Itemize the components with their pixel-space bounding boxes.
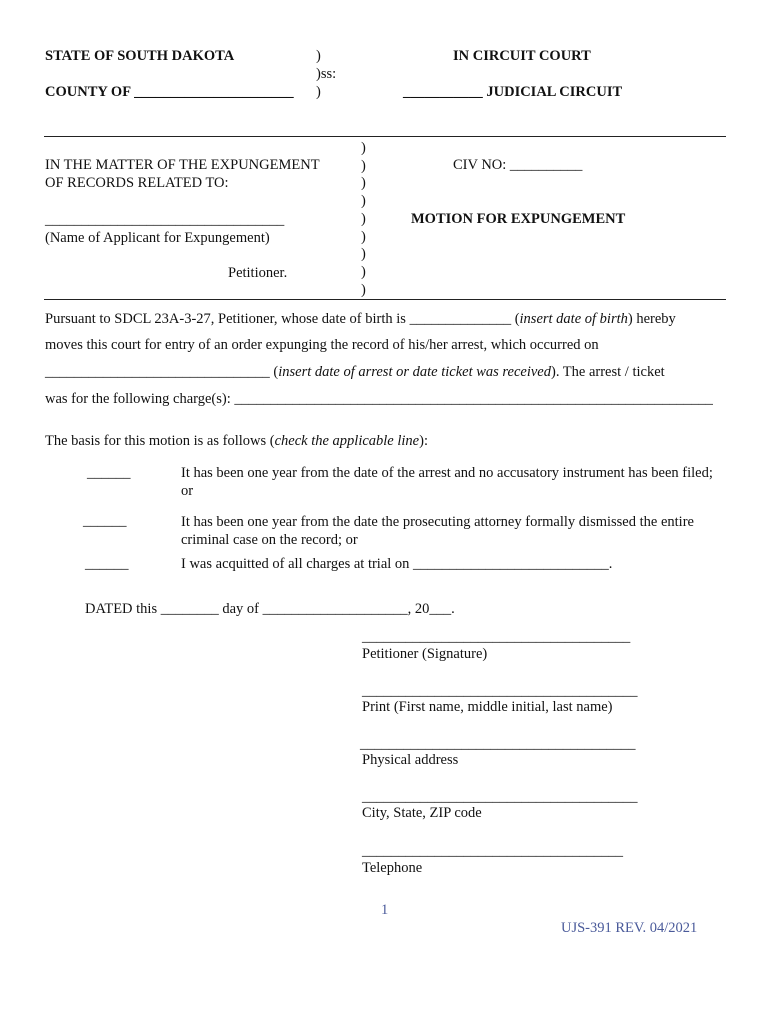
signature-line[interactable]: _____________________________________ [362,629,631,645]
page-number: 1 [381,902,389,918]
option-2-text: It has been one year from the date the prosecuting attorney formally dismissed the entire criminal case on the record; or [181,514,694,548]
caption-top-rule [44,136,726,137]
option-1-text: It has been one year from the date of the arrest and no accusatory instrument has been filed; or [181,465,713,499]
applicant-name-blank[interactable]: _________________________________ [45,212,285,228]
caption-paren: ) [361,210,366,227]
judicial-circuit-heading: ___________ JUDICIAL CIRCUIT [403,84,623,100]
caption-paren: ) [361,246,366,263]
document-title: MOTION FOR EXPUNGEMENT [411,211,626,227]
state-heading: STATE OF SOUTH DAKOTA [45,48,235,64]
header-paren-top: ) [316,48,321,64]
county-heading: COUNTY OF ______________________ [45,84,294,100]
petitioner-label: Petitioner. [228,265,288,281]
caption-paren: ) [361,193,366,210]
caption-paren: ) [361,140,366,156]
caption-paren: ) [361,281,366,298]
telephone-line[interactable]: ____________________________________ [362,843,623,859]
dated-line[interactable]: DATED this ________ day of ____________________, 20___. [85,601,455,617]
basis-text: The basis for this motion is as follows ( [45,433,275,449]
caption-paren: ) [361,263,366,280]
body-line-1 [45,311,676,328]
charges-line[interactable]: was for the following charge(s): __________________________________________________________________ [45,391,713,407]
civ-number[interactable]: CIV NO: __________ [453,157,583,173]
caption-paren: ) [361,228,366,245]
telephone-label: Telephone [362,860,423,876]
physical-address-line[interactable]: ______________________________________ [360,736,636,752]
body-line-3-end: ). The arrest / ticket [550,364,665,380]
body-line-1-end: ) hereby [627,311,676,327]
basis-line [45,433,428,450]
body-line-3 [45,364,665,381]
basis-instruction: check the applicable line [274,433,420,449]
dob-instruction: insert date of birth [519,311,628,327]
option-3-checkline[interactable]: ______ [85,556,129,572]
caption-bottom-rule [44,299,726,300]
city-state-zip-label: City, State, ZIP code [362,805,482,821]
matter-line-1: IN THE MATTER OF THE EXPUNGEMENT [45,157,320,173]
header-paren-bottom: ) [316,84,321,100]
arrest-date-instruction: insert date of arrest or date ticket was received [278,364,551,380]
caption-paren-column [361,140,366,299]
body-line-1-text: Pursuant to SDCL 23A-3-27, Petitioner, whose date of birth is ______________ ( [45,311,520,327]
arrest-date-blank[interactable]: _______________________________ ( [45,364,279,380]
basis-end: ): [419,433,428,449]
form-id: UJS-391 REV. 04/2021 [561,920,698,936]
applicant-name-label: (Name of Applicant for Expungement) [45,230,270,246]
city-state-zip-line[interactable]: ______________________________________ [362,789,638,805]
physical-address-label: Physical address [362,752,459,768]
court-heading: IN CIRCUIT COURT [453,48,591,64]
matter-line-2: OF RECORDS RELATED TO: [45,175,229,191]
option-1-checkline[interactable]: ______ [87,465,131,481]
option-2-checkline[interactable]: ______ [83,513,127,529]
caption-paren: ) [361,157,366,174]
caption-paren: ) [361,175,366,192]
body-line-2: moves this court for entry of an order expunging the record of his/her arrest, which occurred on [45,337,599,353]
print-name-label: Print (First name, middle initial, last name) [362,699,613,715]
option-3-text: I was acquitted of all charges at trial on ___________________________. [181,556,613,572]
print-name-line[interactable]: ______________________________________ [362,683,638,699]
signature-label: Petitioner (Signature) [362,646,488,662]
header-ss: )ss: [316,66,337,82]
